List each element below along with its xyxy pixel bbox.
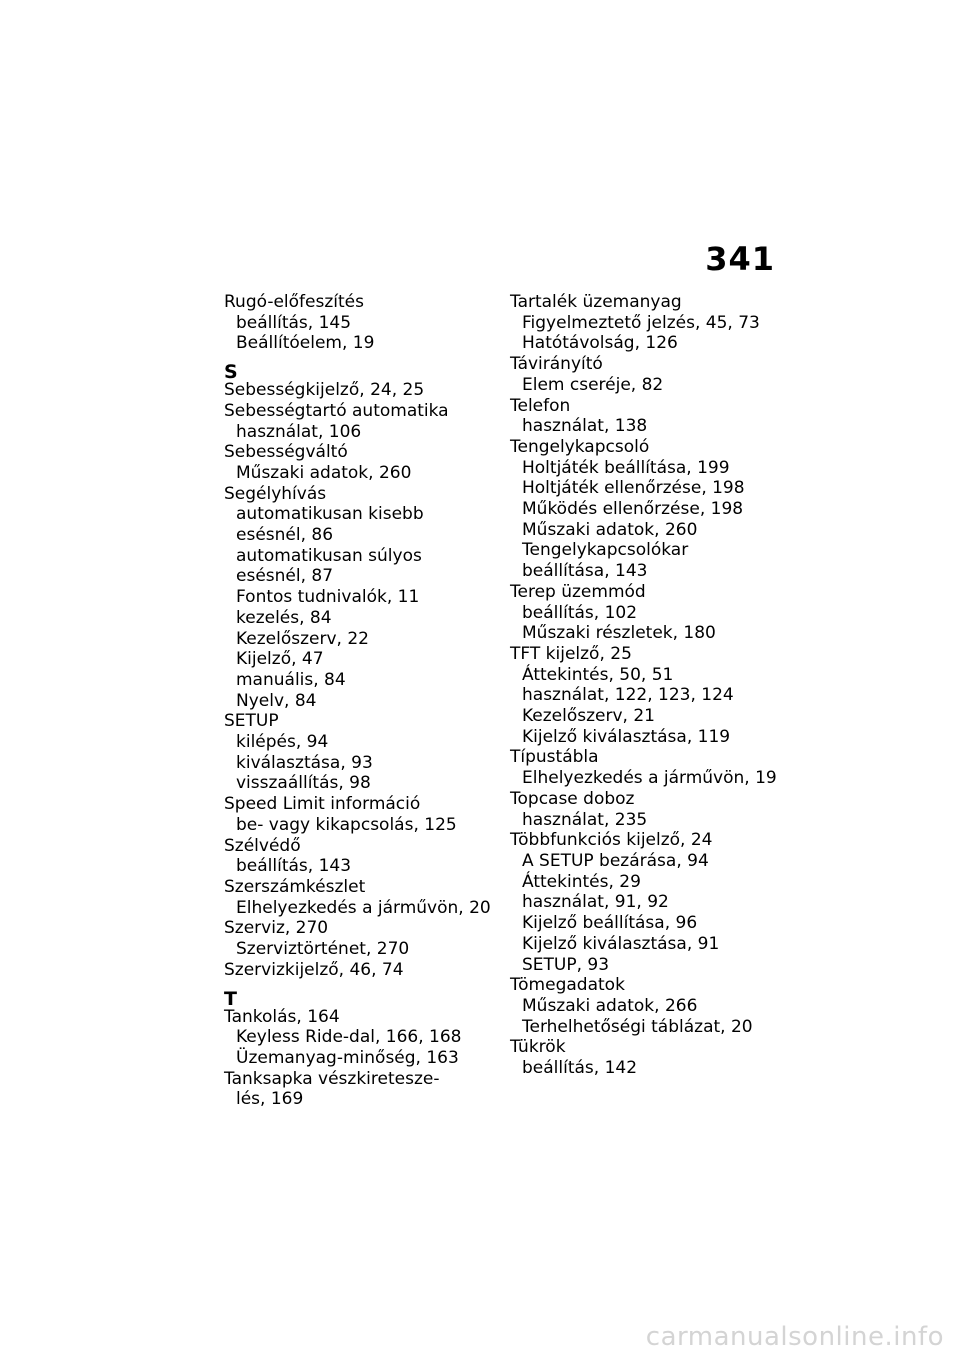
index-entry: TFT kijelző, 25 [510, 643, 632, 664]
index-subentry: Fontos tudnivalók, 11 [236, 587, 420, 608]
index-subentry: használat, 138 [522, 416, 648, 437]
index-entry: Sebességkijelző, 24, 25 [224, 380, 425, 401]
index-entry: Tömegadatok [510, 975, 625, 996]
index-subentry: Elhelyezkedés a járművön, 19 [522, 768, 777, 789]
index-subentry: Kijelző beállítása, 96 [522, 913, 698, 934]
index-entry: Szerszámkészlet [224, 876, 366, 897]
index-subentry: Keyless Ride-dal, 166, 168 [236, 1027, 462, 1048]
index-subentry: kiválasztása, 93 [236, 752, 373, 773]
index-subentry: Üzemanyag-minőség, 163 [236, 1047, 459, 1068]
index-subentry: automatikusan súlyos [236, 545, 422, 566]
index-subentry: A SETUP bezárása, 94 [522, 850, 709, 871]
index-subentry: Kijelző kiválasztása, 91 [522, 933, 720, 954]
index-entry: Sebességváltó [224, 442, 348, 463]
index-subentry: Műszaki adatok, 266 [522, 995, 698, 1016]
page-number: 341 [705, 240, 775, 278]
index-entry: Szervizkijelző, 46, 74 [224, 959, 404, 980]
index-subentry: Áttekintés, 50, 51 [522, 664, 674, 685]
index-entry: Segélyhívás [224, 483, 327, 504]
index-subentry: beállítás, 145 [236, 312, 352, 333]
index-subentry: Terhelhetőségi táblázat, 20 [522, 1016, 753, 1037]
index-subentry: Holtjáték beállítása, 199 [522, 457, 730, 478]
index-letter-heading: S [224, 361, 238, 384]
index-entry: Távirányító [510, 354, 603, 375]
index-subentry: Beállítóelem, 19 [236, 333, 375, 354]
index-subentry: be- vagy kikapcsolás, 125 [236, 814, 457, 835]
index-subentry: Nyelv, 84 [236, 690, 317, 711]
index-subentry: Figyelmeztető jelzés, 45, 73 [522, 312, 760, 333]
index-entry: Topcase doboz [510, 788, 635, 809]
index-subentry: Elhelyezkedés a járművön, 20 [236, 897, 491, 918]
index-subentry: használat, 122, 123, 124 [522, 685, 734, 706]
index-subentry: Hatótávolság, 126 [522, 333, 678, 354]
index-column-left [224, 292, 504, 1110]
index-subentry: Műszaki adatok, 260 [522, 519, 698, 540]
index-letter-heading: T [224, 987, 237, 1010]
index-subentry: Holtjáték ellenőrzése, 198 [522, 478, 745, 499]
index-subentry: automatikusan kisebb [236, 504, 424, 525]
index-subentry: beállítása, 143 [522, 561, 648, 582]
index-subentry: visszaállítás, 98 [236, 773, 371, 794]
index-entry: Telefon [510, 395, 571, 416]
index-entry: Rugó-előfeszítés [224, 292, 364, 312]
index-entry: Sebességtartó automatika [224, 400, 449, 421]
index-subentry: kilépés, 94 [236, 732, 329, 753]
index-subentry: Kezelőszerv, 22 [236, 628, 369, 649]
index-subentry: beállítás, 142 [522, 1058, 638, 1079]
index-entry: Speed Limit információ [224, 794, 421, 815]
index-entry: Terep üzemmód [510, 581, 646, 602]
index-subentry: beállítás, 143 [236, 856, 352, 877]
index-entry: Tankolás, 164 [224, 1006, 340, 1027]
index-subentry: Kijelző kiválasztása, 119 [522, 726, 731, 747]
index-subentry: használat, 106 [236, 421, 362, 442]
index-subentry: Műszaki adatok, 260 [236, 462, 412, 483]
index-subentry: Kijelző, 47 [236, 649, 324, 670]
index-subentry: esésnél, 87 [236, 566, 334, 587]
index-subentry: SETUP, 93 [522, 954, 610, 975]
index-subentry: lés, 169 [236, 1089, 304, 1110]
index-entry: Tartalék üzemanyag [510, 292, 682, 312]
index-subentry: Tengelykapcsolókar [522, 540, 689, 561]
index-subentry: használat, 235 [522, 809, 648, 830]
index-subentry: beállítás, 102 [522, 602, 638, 623]
index-subentry: Áttekintés, 29 [522, 871, 641, 892]
index-column-right [510, 292, 800, 1079]
index-subentry: Működés ellenőrzése, 198 [522, 499, 744, 520]
index-entry: Szélvédő [224, 835, 301, 856]
index-entry: Tengelykapcsoló [510, 436, 650, 457]
index-entry: Típustábla [510, 747, 599, 768]
index-subentry: Műszaki részletek, 180 [522, 623, 716, 644]
index-entry: Többfunkciós kijelző, 24 [510, 830, 713, 851]
index-subentry: Kezelőszerv, 21 [522, 706, 655, 727]
index-subentry: esésnél, 86 [236, 525, 334, 546]
index-subentry: Szerviztörténet, 270 [236, 939, 410, 960]
index-subentry: kezelés, 84 [236, 607, 332, 628]
index-entry: SETUP [224, 711, 279, 732]
index-subentry: használat, 91, 92 [522, 892, 669, 913]
index-subentry: manuális, 84 [236, 669, 346, 690]
index-entry: Szerviz, 270 [224, 918, 329, 939]
watermark: carmanualsonline.info [645, 1322, 944, 1352]
index-entry: Tükrök [510, 1037, 566, 1058]
index-entry: Tanksapka vészkiretesze- [224, 1068, 440, 1089]
index-subentry: Elem cseréje, 82 [522, 374, 664, 395]
